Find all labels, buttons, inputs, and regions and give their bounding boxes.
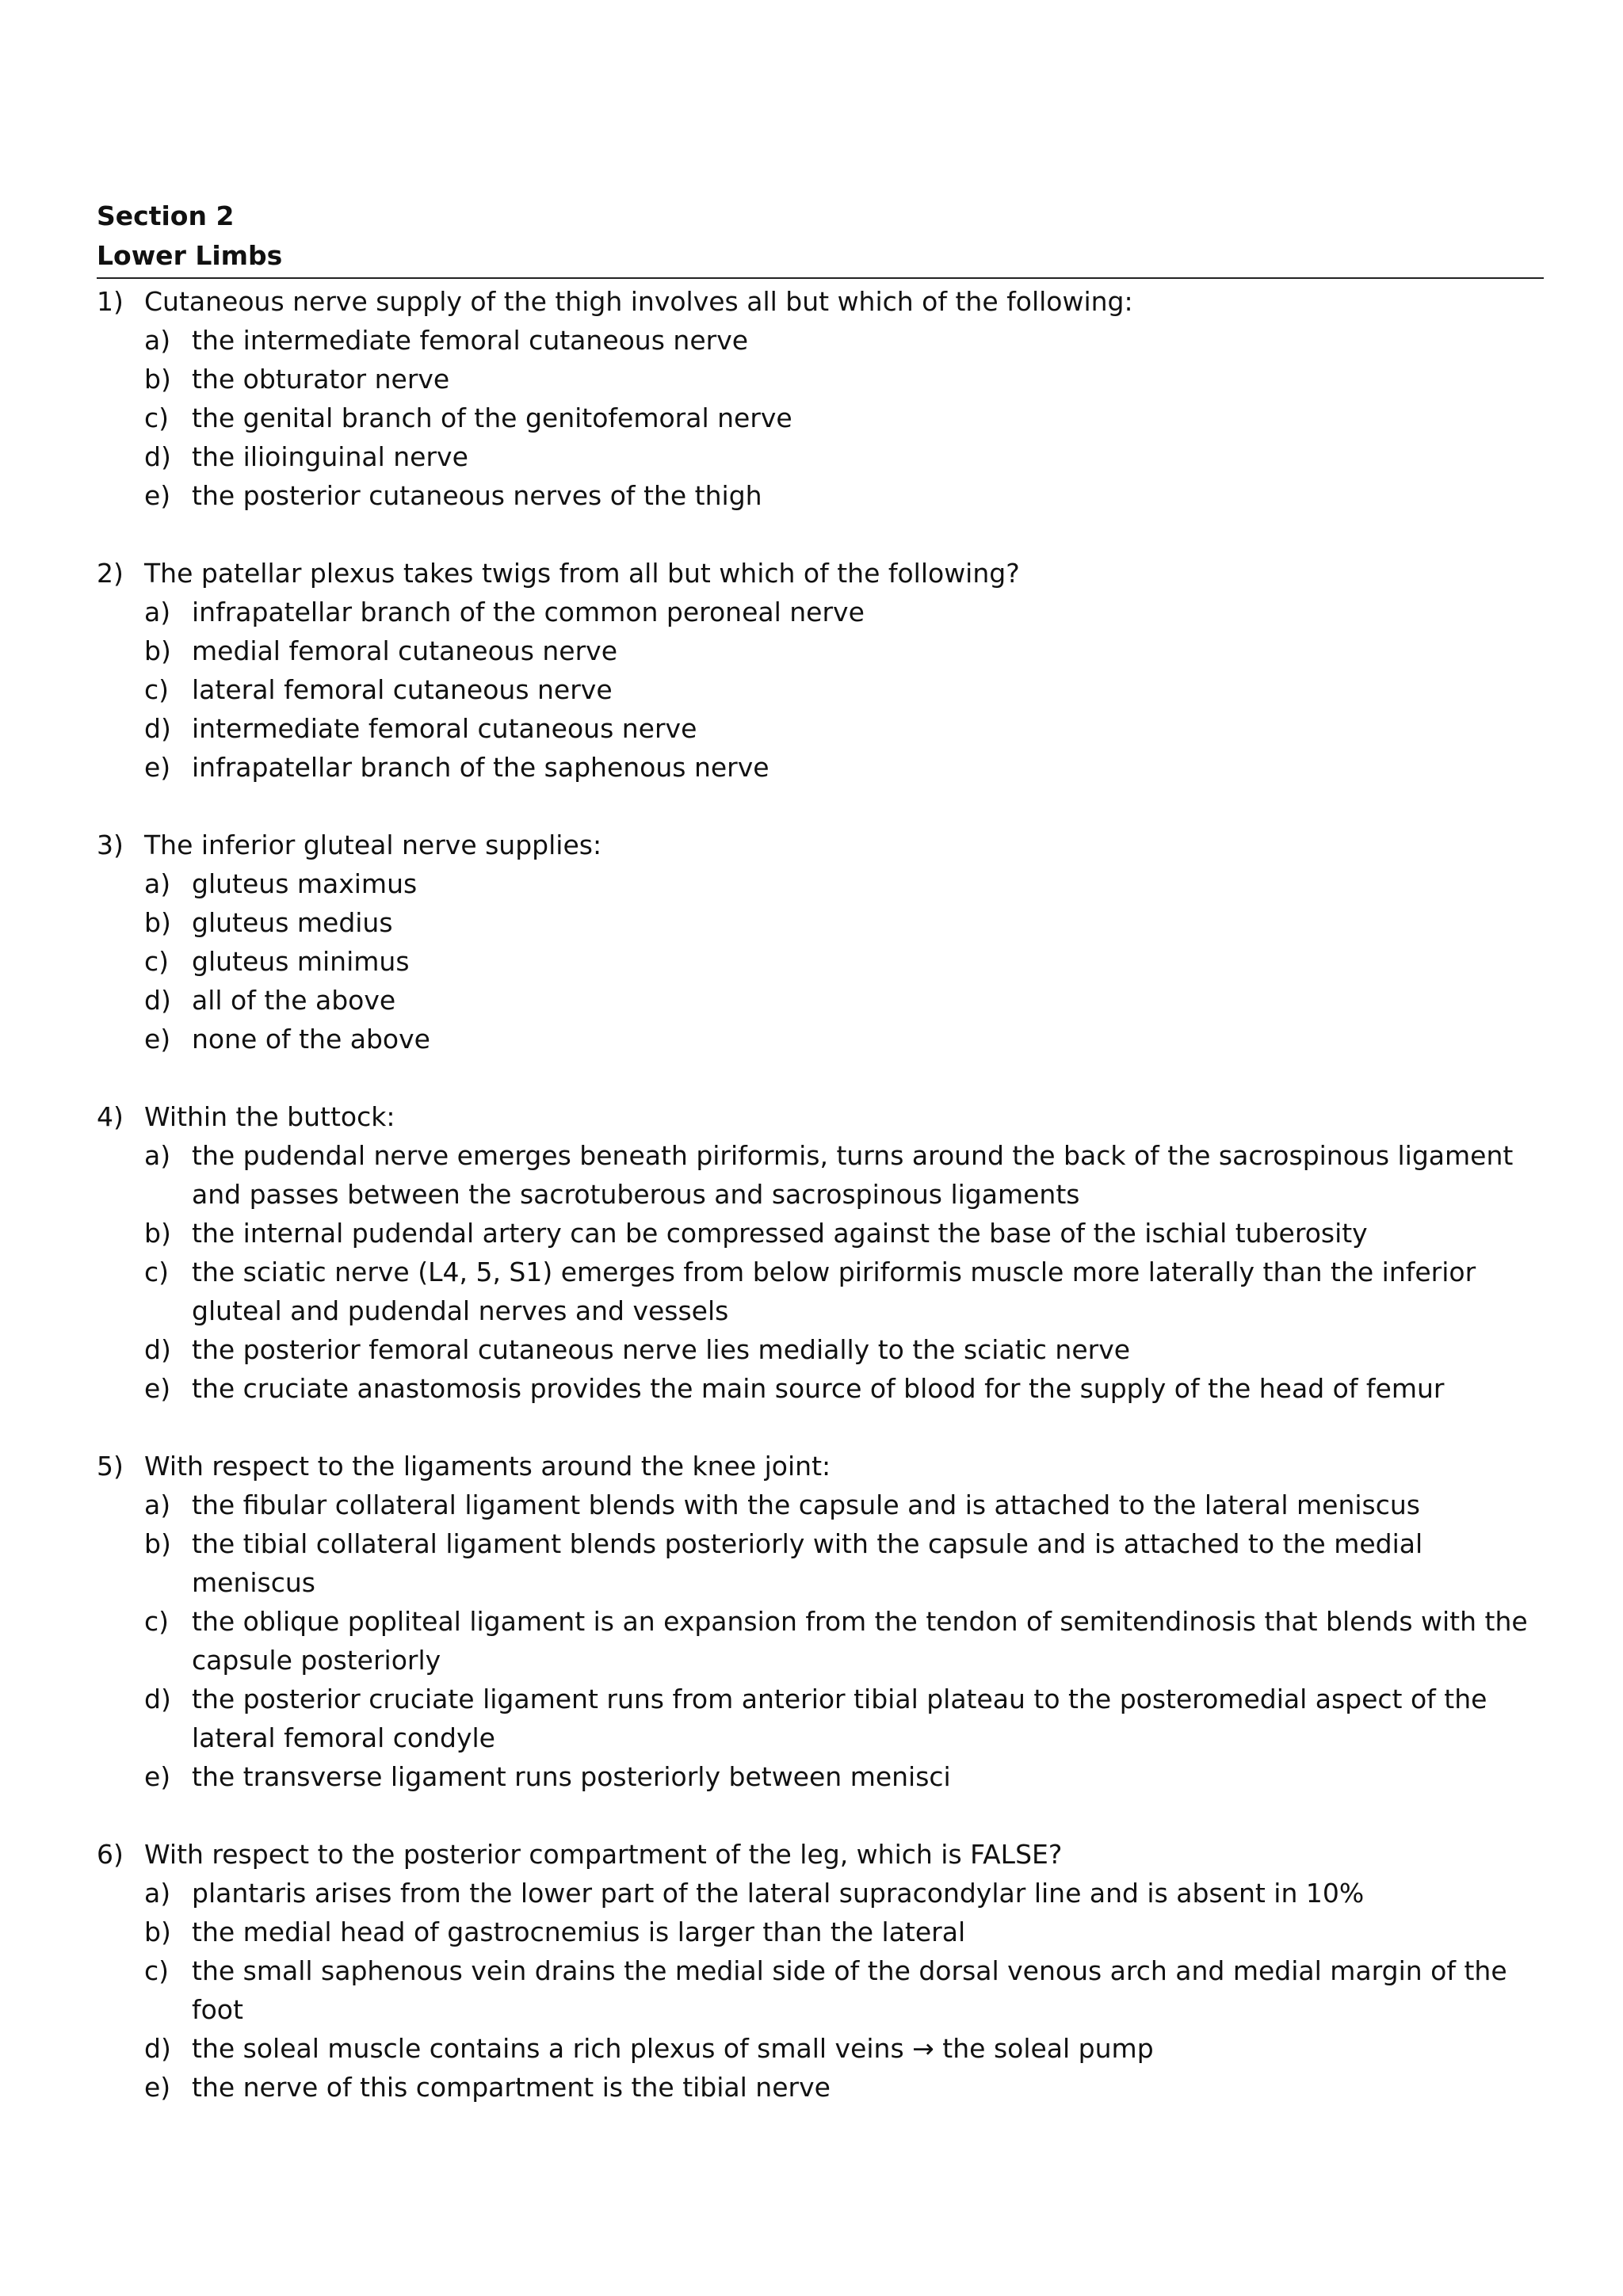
answer-option <box>97 1680 1544 1757</box>
option-text: intermediate femoral cutaneous nerve <box>192 713 697 744</box>
option-letter: b) <box>144 1917 171 1947</box>
answer-option <box>97 476 1544 515</box>
option-letter: e) <box>144 1373 171 1404</box>
answer-option <box>97 1874 1544 1913</box>
option-letter: c) <box>144 946 170 977</box>
answer-option <box>97 864 1544 903</box>
option-text: gluteus medius <box>192 907 393 938</box>
option-text: the posterior femoral cutaneous nerve lies medially to the sciatic nerve <box>192 1334 1131 1365</box>
question-number: 6) <box>97 1839 124 1870</box>
question-spacer <box>97 1796 1544 1835</box>
option-letter: e) <box>144 1761 171 1792</box>
option-text: the nerve of this compartment is the tibial nerve <box>192 2072 831 2103</box>
answer-option <box>97 981 1544 1020</box>
section-title: Lower Limbs <box>97 240 283 271</box>
option-text: the genital branch of the genitofemoral nerve <box>192 402 792 433</box>
question-item <box>97 1097 1544 1408</box>
option-text: infrapatellar branch of the common peroneal nerve <box>192 597 865 627</box>
option-letter: e) <box>144 2072 171 2103</box>
option-text: the fibular collateral ligament blends with the capsule and is attached to the lateral meniscus <box>192 1489 1420 1520</box>
option-text: the posterior cutaneous nerves of the thigh <box>192 480 762 511</box>
option-list <box>97 864 1544 1058</box>
answer-option <box>97 1136 1544 1214</box>
option-letter: b) <box>144 1218 171 1249</box>
option-text: the internal pudendal artery can be compressed against the base of the ischial tuberosity <box>192 1218 1368 1249</box>
question-spacer <box>97 1058 1544 1097</box>
question-number: 1) <box>97 286 124 317</box>
question-stem <box>97 1097 1544 1136</box>
answer-option <box>97 321 1544 360</box>
question-number: 4) <box>97 1101 124 1132</box>
question-text: The inferior gluteal nerve supplies: <box>144 830 602 860</box>
section-label: Section 2 <box>97 200 235 231</box>
answer-option <box>97 1913 1544 1951</box>
question-number: 2) <box>97 558 124 589</box>
option-text: the pudendal nerve emerges beneath piriformis, turns around the back of the sacrospinous ligament and passes between the sacrotuberous and sacrospinous ligaments <box>192 1140 1514 1210</box>
option-letter: d) <box>144 1684 171 1714</box>
option-text: lateral femoral cutaneous nerve <box>192 674 613 705</box>
option-letter: a) <box>144 325 171 356</box>
option-text: infrapatellar branch of the saphenous nerve <box>192 752 769 783</box>
option-letter: b) <box>144 1528 171 1559</box>
option-letter: c) <box>144 674 170 705</box>
option-text: the intermediate femoral cutaneous nerve <box>192 325 749 356</box>
answer-option <box>97 670 1544 709</box>
option-letter: b) <box>144 635 171 666</box>
option-letter: b) <box>144 907 171 938</box>
answer-option <box>97 437 1544 476</box>
question-text: With respect to the posterior compartment of the leg, which is FALSE? <box>144 1839 1063 1870</box>
question-spacer <box>97 1408 1544 1447</box>
answer-option <box>97 1602 1544 1680</box>
question-item <box>97 554 1544 787</box>
answer-option <box>97 1951 1544 2029</box>
question-number: 5) <box>97 1451 124 1482</box>
option-text: the medial head of gastrocnemius is larger than the lateral <box>192 1917 966 1947</box>
question-stem <box>97 282 1544 321</box>
option-letter: d) <box>144 713 171 744</box>
option-letter: b) <box>144 364 171 395</box>
question-stem <box>97 554 1544 593</box>
question-spacer <box>97 515 1544 554</box>
option-text: gluteus minimus <box>192 946 410 977</box>
option-letter: a) <box>144 1878 171 1909</box>
answer-option <box>97 748 1544 787</box>
answer-option <box>97 1330 1544 1369</box>
answer-option <box>97 1757 1544 1796</box>
option-letter: c) <box>144 1606 170 1637</box>
option-text: the oblique popliteal ligament is an expansion from the tendon of semitendinosis that blends with the capsule posteriorly <box>192 1606 1528 1676</box>
question-stem <box>97 1447 1544 1486</box>
option-text: the transverse ligament runs posteriorly between menisci <box>192 1761 951 1792</box>
option-letter: d) <box>144 441 171 472</box>
option-letter: e) <box>144 752 171 783</box>
option-letter: a) <box>144 597 171 627</box>
question-text: Within the buttock: <box>144 1101 395 1132</box>
question-stem <box>97 1835 1544 1874</box>
option-letter: a) <box>144 868 171 899</box>
option-text: the sciatic nerve (L4, 5, S1) emerges from below piriformis muscle more laterally than the inferior gluteal and pudendal nerves and vessels <box>192 1257 1476 1326</box>
option-text: the posterior cruciate ligament runs from anterior tibial plateau to the posteromedial aspect of the lateral femoral condyle <box>192 1684 1487 1753</box>
option-list <box>97 1874 1544 2107</box>
option-letter: d) <box>144 2033 171 2064</box>
question-number: 3) <box>97 830 124 860</box>
question-text: The patellar plexus takes twigs from all but which of the following? <box>144 558 1020 589</box>
option-letter: e) <box>144 480 171 511</box>
option-letter: c) <box>144 402 170 433</box>
option-text: all of the above <box>192 985 396 1016</box>
option-letter: c) <box>144 1257 170 1287</box>
option-list <box>97 321 1544 515</box>
divider-rule <box>97 277 1544 279</box>
option-letter: c) <box>144 1955 170 1986</box>
option-list <box>97 1136 1544 1408</box>
option-letter: a) <box>144 1489 171 1520</box>
answer-option <box>97 2029 1544 2068</box>
option-text: medial femoral cutaneous nerve <box>192 635 617 666</box>
answer-option <box>97 1486 1544 1524</box>
option-text: the tibial collateral ligament blends posteriorly with the capsule and is attached to the medial meniscus <box>192 1528 1423 1598</box>
option-text: gluteus maximus <box>192 868 418 899</box>
question-text: With respect to the ligaments around the knee joint: <box>144 1451 831 1482</box>
question-item <box>97 826 1544 1058</box>
answer-option <box>97 903 1544 942</box>
answer-option <box>97 942 1544 981</box>
answer-option <box>97 1253 1544 1330</box>
answer-option <box>97 399 1544 437</box>
question-spacer <box>97 787 1544 826</box>
question-list <box>97 282 1544 2107</box>
answer-option <box>97 1369 1544 1408</box>
option-letter: d) <box>144 985 171 1016</box>
option-letter: e) <box>144 1024 171 1055</box>
question-text: Cutaneous nerve supply of the thigh involves all but which of the following: <box>144 286 1133 317</box>
answer-option <box>97 1524 1544 1602</box>
answer-option <box>97 2068 1544 2107</box>
answer-option <box>97 631 1544 670</box>
option-text: the small saphenous vein drains the medial side of the dorsal venous arch and medial margin of the foot <box>192 1955 1507 2025</box>
option-text: the obturator nerve <box>192 364 450 395</box>
answer-option <box>97 709 1544 748</box>
option-text: the soleal muscle contains a rich plexus of small veins → the soleal pump <box>192 2033 1154 2064</box>
option-letter: a) <box>144 1140 171 1171</box>
question-item <box>97 1835 1544 2107</box>
answer-option <box>97 1214 1544 1253</box>
answer-option <box>97 360 1544 399</box>
question-stem <box>97 826 1544 864</box>
document-page <box>97 196 1544 2107</box>
option-letter: d) <box>144 1334 171 1365</box>
answer-option <box>97 1020 1544 1058</box>
option-text: none of the above <box>192 1024 430 1055</box>
option-list <box>97 593 1544 787</box>
option-list <box>97 1486 1544 1796</box>
option-text: plantaris arises from the lower part of the lateral supracondylar line and is absent in 10% <box>192 1878 1365 1909</box>
question-item <box>97 282 1544 515</box>
option-text: the ilioinguinal nerve <box>192 441 468 472</box>
option-text: the cruciate anastomosis provides the main source of blood for the supply of the head of femur <box>192 1373 1445 1404</box>
answer-option <box>97 593 1544 631</box>
question-item <box>97 1447 1544 1796</box>
